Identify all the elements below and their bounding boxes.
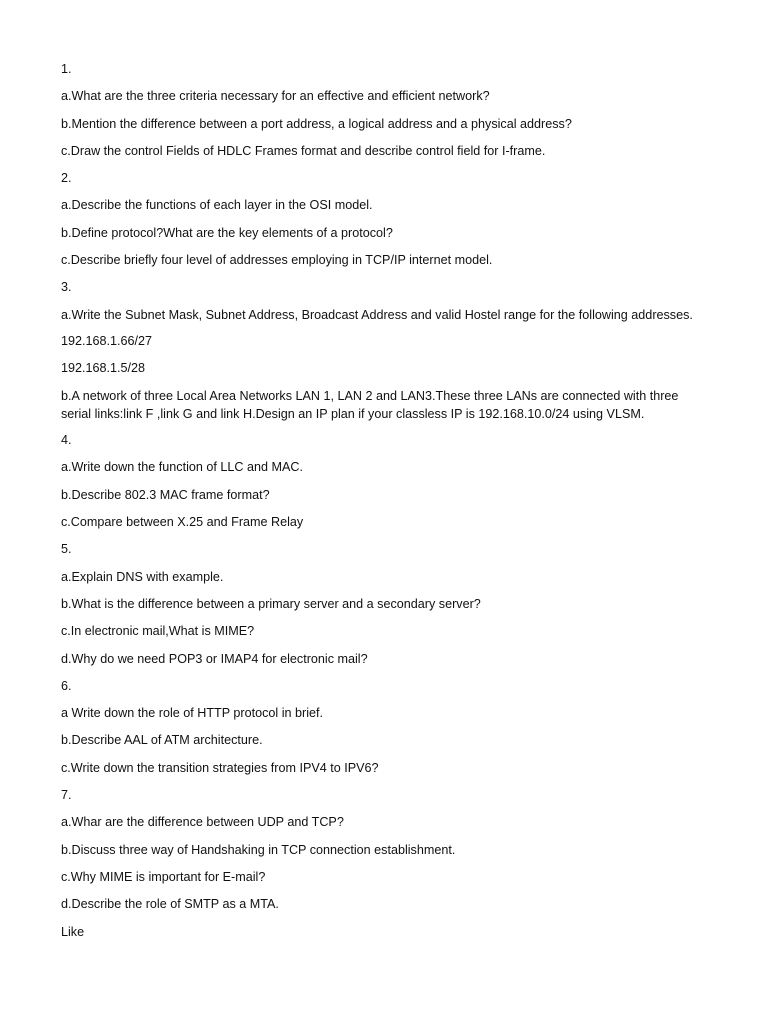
question-number: 7. [61, 788, 72, 803]
question-item: b.What is the difference between a primary server and a secondary server? [61, 596, 481, 611]
question-item: b.Mention the difference between a port address, a logical address and a physical address? [61, 116, 572, 131]
question-item: c.Compare between X.25 and Frame Relay [61, 515, 304, 530]
question-number: 4. [61, 433, 72, 448]
question-number: 1. [61, 62, 72, 76]
question-item: a Write down the role of HTTP protocol in brief. [61, 706, 324, 721]
question-item: a.Whar are the difference between UDP and TCP? [61, 815, 344, 830]
question-number: 5. [61, 542, 72, 557]
question-item: a.Write the Subnet Mask, Subnet Address, Broadcast Address and valid Hostel range for the following addresses. [61, 307, 693, 322]
question-number: 6. [61, 678, 72, 693]
question-item: d.Why do we need POP3 or IMAP4 for electronic mail? [61, 651, 368, 666]
question-item: c.Draw the control Fields of HDLC Frames format and describe control field for I-frame. [61, 143, 546, 158]
address-item: 192.168.1.66/27 [61, 333, 153, 348]
document-body [61, 60, 711, 950]
question-item: b.A network of three Local Area Networks LAN 1, LAN 2 and LAN3.These three LANs are connected with three serial links:link F ,link G and link H.Design an IP plan if your classless IP is 192.168.10.0/24 using VLSM. [61, 388, 679, 421]
question-item: a.Explain DNS with example. [61, 569, 224, 584]
question-number: 3. [61, 280, 72, 295]
question-item: b.Define protocol?What are the key elements of a protocol? [61, 225, 393, 240]
address-item: 192.168.1.5/28 [61, 361, 146, 376]
question-item: c.Describe briefly four level of addresses employing in TCP/IP internet model. [61, 253, 493, 268]
question-item: d.Describe the role of SMTP as a MTA. [61, 897, 279, 912]
question-item: c.Write down the transition strategies from IPV4 to IPV6? [61, 760, 379, 775]
question-item: c.Why MIME is important for E-mail? [61, 869, 266, 884]
question-item: b.Describe 802.3 MAC frame format? [61, 487, 270, 502]
question-item: b.Describe AAL of ATM architecture. [61, 733, 263, 748]
question-item: a.Write down the function of LLC and MAC. [61, 460, 303, 475]
question-item: c.In electronic mail,What is MIME? [61, 624, 255, 639]
trailing-text: Like [61, 924, 85, 939]
question-number: 2. [61, 171, 72, 186]
question-item: a.What are the three criteria necessary for an effective and efficient network? [61, 89, 490, 104]
question-item: b.Discuss three way of Handshaking in TCP connection establishment. [61, 842, 456, 857]
question-item: a.Describe the functions of each layer in the OSI model. [61, 198, 373, 213]
